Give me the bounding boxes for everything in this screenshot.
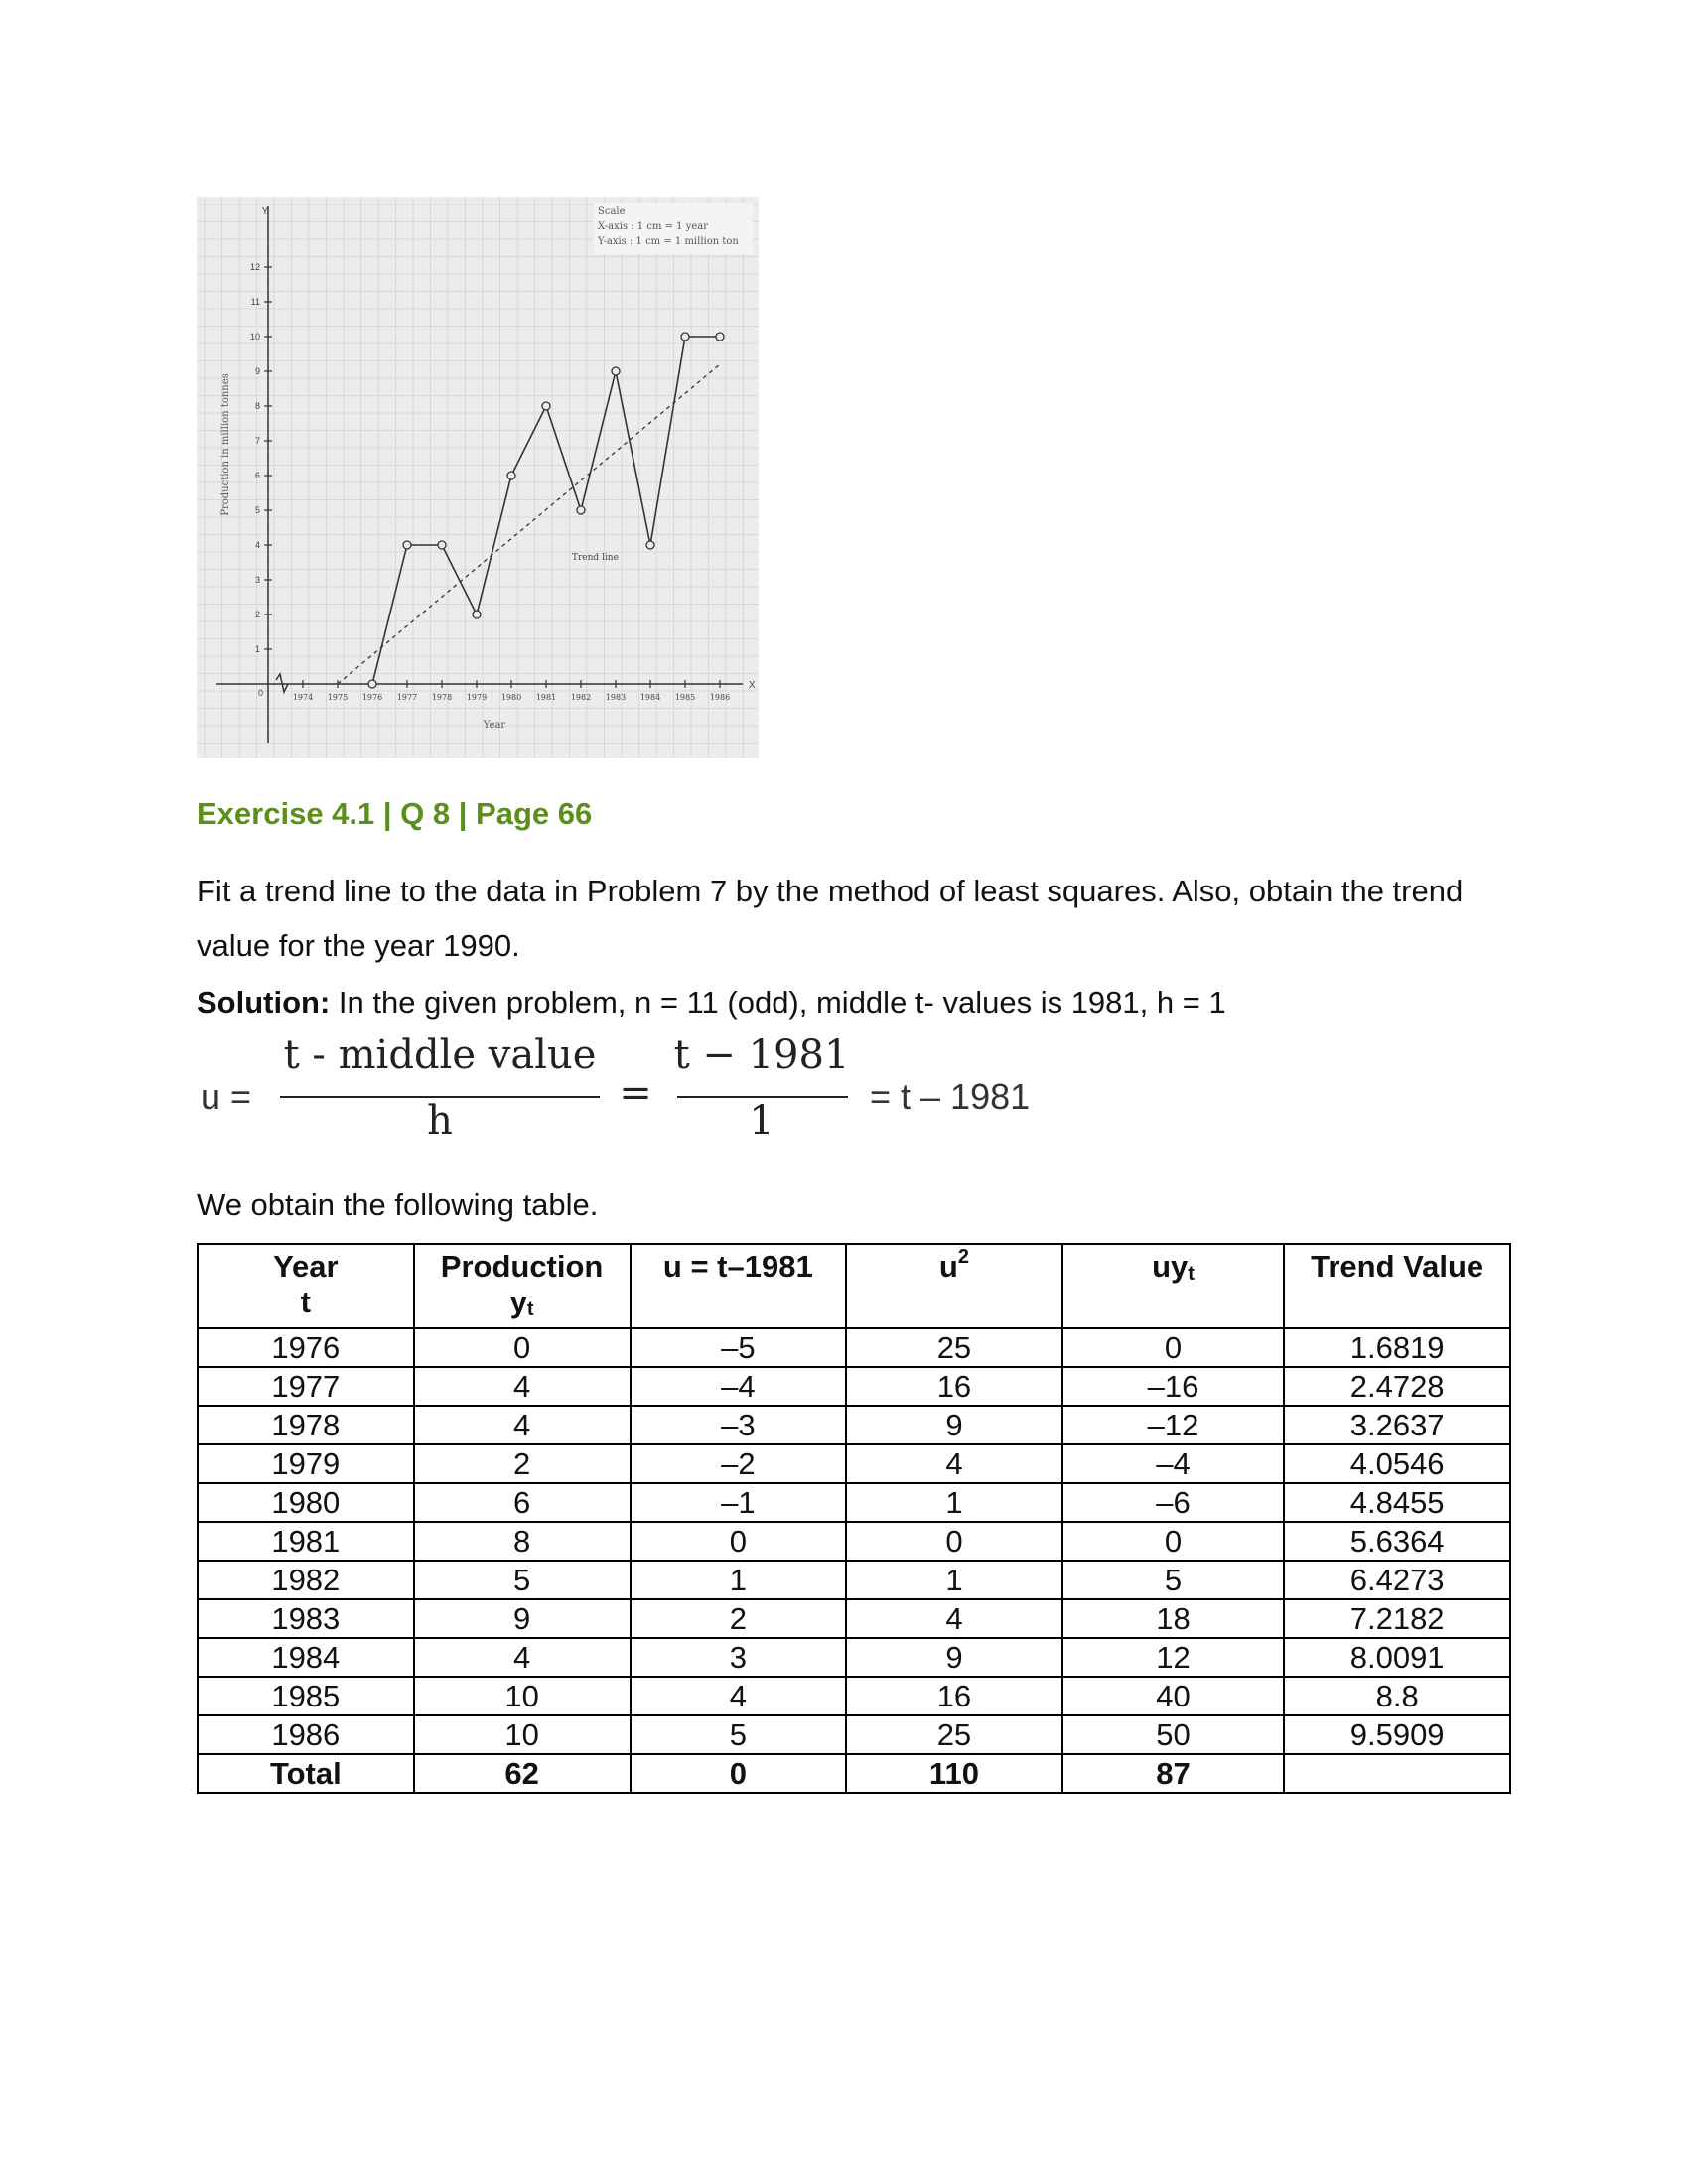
header-year: Year t (198, 1244, 414, 1328)
cell-year: 1976 (198, 1328, 414, 1367)
graph-figure (197, 197, 759, 758)
exercise-heading: Exercise 4.1 | Q 8 | Page 66 (197, 796, 593, 831)
cell-uy: 12 (1062, 1638, 1285, 1677)
cell-u: 2 (631, 1599, 847, 1638)
header-u-squared: $u^2$ (846, 1244, 1062, 1328)
cell-u: –5 (631, 1328, 847, 1367)
cell-u-squared: 25 (846, 1715, 1062, 1754)
cell-year: 1983 (198, 1599, 414, 1638)
formula-numerator-1: t - middle value (283, 1032, 597, 1078)
cell-u-squared: 4 (846, 1444, 1062, 1483)
formula-rhs: = t – 1981 (870, 1076, 1031, 1117)
header-u: u = t–1981 (631, 1244, 847, 1328)
cell-u-squared: 16 (846, 1367, 1062, 1406)
data-point (542, 402, 550, 410)
cell-production: 4 (414, 1406, 631, 1444)
y-tick-label: 2 (254, 610, 260, 619)
table-row (198, 1444, 1510, 1483)
cell-uy: 0 (1062, 1328, 1285, 1367)
solution-text: In the given problem, n = 11 (odd), middle t- values is 1981, h = 1 (330, 985, 1226, 1020)
formula (199, 1032, 1092, 1161)
table-header-row (198, 1244, 1510, 1328)
cell-uy: 0 (1062, 1522, 1285, 1561)
y-tick-label: 11 (250, 297, 260, 307)
table-row (198, 1715, 1510, 1754)
cell-trend-value: 3.2637 (1284, 1406, 1510, 1444)
x-tick-label: 1985 (674, 693, 696, 702)
cell-production: 8 (414, 1522, 631, 1561)
trend-line-label: Trend line (572, 553, 619, 563)
table-row (198, 1638, 1510, 1677)
cell-u-squared: 9 (846, 1638, 1062, 1677)
y-tick-label: 10 (249, 332, 260, 341)
solution-line (197, 975, 1517, 1029)
header-production: Production yt (414, 1244, 631, 1328)
cell-production: 10 (414, 1677, 631, 1715)
table-row (198, 1483, 1510, 1522)
cell-year: 1986 (198, 1715, 414, 1754)
y-tick-label: 9 (254, 366, 260, 376)
cell-uy: 40 (1062, 1677, 1285, 1715)
table-row (198, 1522, 1510, 1561)
cell-uy: –6 (1062, 1483, 1285, 1522)
cell-u: 0 (631, 1522, 847, 1561)
x-tick-label: 1977 (396, 693, 418, 702)
cell-production: 6 (414, 1483, 631, 1522)
cell-u: –2 (631, 1444, 847, 1483)
x-tick-label: 1983 (605, 693, 627, 702)
y-tick-label: 4 (254, 540, 260, 550)
y-tick-label: 5 (254, 505, 260, 515)
total-production: 62 (414, 1754, 631, 1793)
y-tick-label: 12 (249, 262, 260, 272)
cell-trend-value: 4.0546 (1284, 1444, 1510, 1483)
x-tick-label: 1982 (570, 693, 592, 702)
cell-trend-value: 8.0091 (1284, 1638, 1510, 1677)
y-tick-label: 7 (254, 436, 260, 446)
table-row (198, 1599, 1510, 1638)
cell-year: 1982 (198, 1561, 414, 1599)
table-row (198, 1406, 1510, 1444)
total-uy: 87 (1062, 1754, 1285, 1793)
cell-year: 1981 (198, 1522, 414, 1561)
y-axis-label: Production in million tonnes (220, 373, 231, 516)
x-tick-label: 1976 (361, 693, 383, 702)
total-trend-value (1284, 1754, 1510, 1793)
table-intro: We obtain the following table. (197, 1187, 599, 1222)
cell-u-squared: 1 (846, 1483, 1062, 1522)
cell-trend-value: 5.6364 (1284, 1522, 1510, 1561)
data-point (612, 367, 620, 375)
total-u: 0 (631, 1754, 847, 1793)
y-tick-label: 6 (254, 471, 260, 480)
cell-production: 5 (414, 1561, 631, 1599)
x-tick-label: 1984 (639, 693, 661, 702)
data-point (473, 611, 481, 618)
cell-uy: 18 (1062, 1599, 1285, 1638)
table-row (198, 1328, 1510, 1367)
data-point (716, 333, 724, 341)
cell-u-squared: 16 (846, 1677, 1062, 1715)
formula-numerator-2: t − 1981 (673, 1032, 850, 1078)
table-row (198, 1367, 1510, 1406)
formula-equals: = (619, 1070, 652, 1116)
scale-text: X-axis : 1 cm = 1 year (598, 221, 709, 232)
cell-u-squared: 25 (846, 1328, 1062, 1367)
data-point (646, 541, 654, 549)
cell-u: –3 (631, 1406, 847, 1444)
cell-uy: 5 (1062, 1561, 1285, 1599)
table-row (198, 1677, 1510, 1715)
cell-u: 3 (631, 1638, 847, 1677)
table-total-row (198, 1754, 1510, 1793)
cell-uy: –16 (1062, 1367, 1285, 1406)
graph-svg (197, 197, 759, 758)
x-tick-label: 1978 (431, 693, 453, 702)
cell-u: –4 (631, 1367, 847, 1406)
origin-label: 0 (258, 688, 264, 698)
cell-uy: 50 (1062, 1715, 1285, 1754)
cell-trend-value: 6.4273 (1284, 1561, 1510, 1599)
data-table (197, 1243, 1511, 1794)
x-tick-label: 1980 (500, 693, 522, 702)
formula-lhs: u = (201, 1076, 252, 1117)
cell-u: 1 (631, 1561, 847, 1599)
y-tick-label: 1 (254, 644, 260, 654)
cell-year: 1980 (198, 1483, 414, 1522)
data-point (507, 472, 515, 479)
cell-year: 1984 (198, 1638, 414, 1677)
header-trend-value: Trend Value (1284, 1244, 1510, 1328)
total-u-squared: 110 (846, 1754, 1062, 1793)
data-point (403, 541, 411, 549)
cell-trend-value: 1.6819 (1284, 1328, 1510, 1367)
cell-trend-value: 4.8455 (1284, 1483, 1510, 1522)
cell-production: 9 (414, 1599, 631, 1638)
table-row (198, 1561, 1510, 1599)
axis-x-letter: X (749, 680, 756, 691)
cell-production: 0 (414, 1328, 631, 1367)
x-tick-label: 1975 (327, 693, 349, 702)
cell-uy: –4 (1062, 1444, 1285, 1483)
x-tick-label: 1981 (535, 693, 557, 702)
x-tick-label: 1974 (292, 693, 314, 702)
data-point (577, 506, 585, 514)
total-year: Total (198, 1754, 414, 1793)
cell-trend-value: 8.8 (1284, 1677, 1510, 1715)
axis-break-mark (276, 674, 288, 692)
y-tick-label: 8 (254, 401, 260, 411)
cell-u-squared: 9 (846, 1406, 1062, 1444)
cell-year: 1979 (198, 1444, 414, 1483)
y-tick-label: 3 (254, 575, 260, 585)
scale-text: Y-axis : 1 cm = 1 million ton (598, 236, 739, 247)
formula-denominator-1: h (427, 1098, 453, 1144)
question-text: Fit a trend line to the data in Problem 7 by the method of least squares. Also, obtain the trend value for the year 1990. (197, 874, 1464, 963)
cell-year: 1977 (198, 1367, 414, 1406)
cell-u: 5 (631, 1715, 847, 1754)
x-tick-label: 1986 (709, 693, 731, 702)
scale-text: Scale (598, 206, 626, 217)
x-tick-label: 1979 (466, 693, 488, 702)
cell-u-squared: 0 (846, 1522, 1062, 1561)
header-uy: uyt (1062, 1244, 1285, 1328)
cell-production: 2 (414, 1444, 631, 1483)
data-point (681, 333, 689, 341)
formula-denominator-2: 1 (749, 1098, 774, 1144)
cell-production: 10 (414, 1715, 631, 1754)
cell-uy: –12 (1062, 1406, 1285, 1444)
cell-trend-value: 7.2182 (1284, 1599, 1510, 1638)
cell-production: 4 (414, 1367, 631, 1406)
cell-u-squared: 1 (846, 1561, 1062, 1599)
cell-u: 4 (631, 1677, 847, 1715)
cell-production: 4 (414, 1638, 631, 1677)
data-point (438, 541, 446, 549)
axis-y-letter: Y (261, 206, 269, 217)
trend-line (338, 364, 720, 684)
cell-year: 1985 (198, 1677, 414, 1715)
cell-u-squared: 4 (846, 1599, 1062, 1638)
cell-trend-value: 2.4728 (1284, 1367, 1510, 1406)
data-point (368, 680, 376, 688)
cell-trend-value: 9.5909 (1284, 1715, 1510, 1754)
solution-label: Solution: (197, 985, 331, 1020)
x-axis-label: Year (483, 720, 506, 731)
cell-u: –1 (631, 1483, 847, 1522)
cell-year: 1978 (198, 1406, 414, 1444)
